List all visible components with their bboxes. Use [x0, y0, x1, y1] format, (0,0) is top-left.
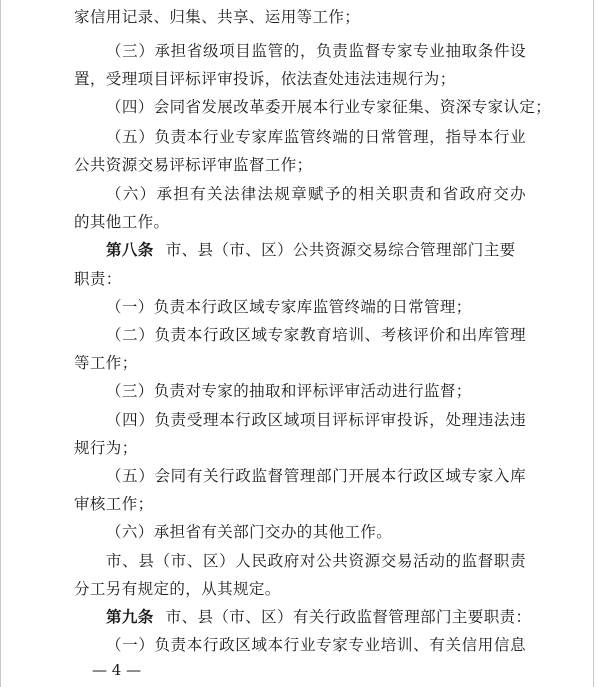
text-line: （六）承担省有关部门交办的其他工作。: [106, 523, 393, 541]
text-line: 分工另有规定的，从其规定。: [74, 580, 281, 598]
text-line: （二）负责本行政区域专家教育培训、考核评价和出库管理: [106, 326, 526, 344]
text-line: 等工作；: [74, 354, 138, 372]
text-line: 置，受理项目评标评审投诉，依法查处违法违规行为；: [74, 70, 456, 88]
article-heading: 第九条: [106, 608, 154, 626]
text-line: （四）负责受理本行政区域项目评标评审投诉，处理违法违: [106, 411, 526, 429]
page-number: — 4 —: [92, 661, 142, 679]
text-line: 规行为；: [74, 439, 138, 457]
text-line: （六）承担有关法律法规章赋予的相关职责和省政府交办: [106, 185, 526, 203]
article-9-line: [106, 607, 532, 627]
article-8-line: [106, 240, 526, 260]
page-edge-right: [593, 0, 594, 687]
text-line: 职责：: [74, 270, 122, 288]
text-line: 家信用记录、归集、共享、运用等工作；: [74, 8, 361, 26]
article-text: 市、县（市、区）有关行政监督管理部门主要职责：: [165, 608, 532, 626]
text-line: 的其他工作。: [74, 213, 170, 231]
page-edge-left: [0, 0, 1, 687]
text-line: （三）负责对专家的抽取和评标评审活动进行监督；: [106, 382, 472, 400]
text-line: （三）承担省级项目监管的，负责监督专家专业抽取条件设: [106, 42, 526, 60]
text-line: 市、县（市、区）人民政府对公共资源交易活动的监督职责: [106, 552, 526, 570]
text-line: （一）负责本行政区域专家库监管终端的日常管理；: [106, 298, 472, 316]
text-line: （五）负责本行业专家库监管终端的日常管理，指导本行业: [106, 128, 526, 146]
text-line: （四）会同省发展改革委开展本行业专家征集、资深专家认定；: [106, 98, 552, 116]
text-line: （五）会同有关行政监督管理部门开展本行政区域专家入库: [106, 467, 526, 485]
text-line: （一）负责本行政区域本行业专家专业培训、有关信用信息: [106, 636, 526, 654]
article-heading: 第八条: [106, 241, 154, 259]
text-line: 审核工作；: [74, 495, 154, 513]
article-text: 市、县（市、区）公共资源交易综合管理部门主要: [165, 241, 516, 259]
text-line: 公共资源交易评标评审监督工作；: [74, 156, 313, 174]
